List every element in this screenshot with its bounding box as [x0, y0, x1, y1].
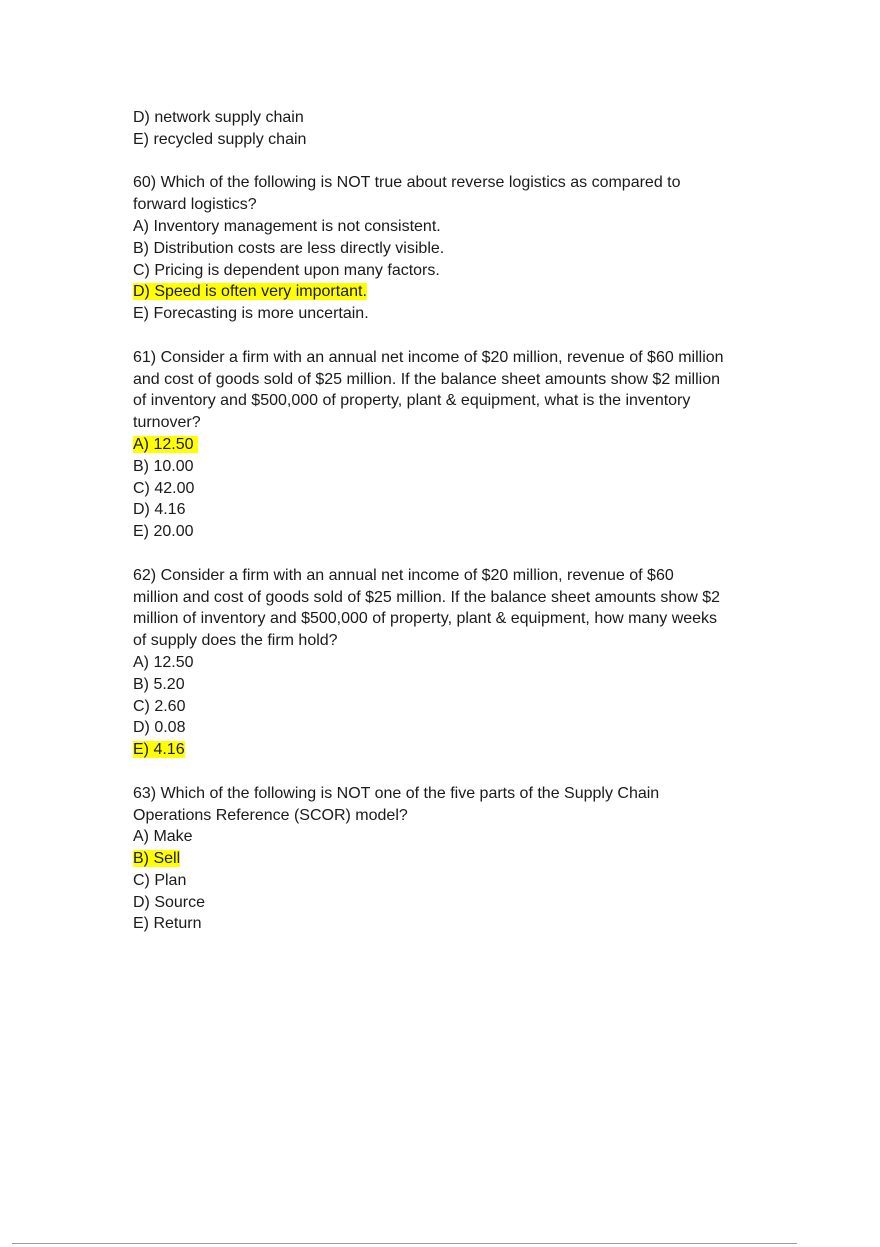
question-text: forward logistics?: [133, 196, 257, 214]
option-e: E) 20.00: [133, 523, 194, 541]
option-a: A) Make: [133, 828, 193, 846]
option-b-answer: [133, 848, 753, 870]
option-b: B) 5.20: [133, 675, 185, 693]
option-e: E) Forecasting is more uncertain.: [133, 305, 369, 323]
question-text: of inventory and $500,000 of property, plant & equipment, what is the inventory: [133, 392, 691, 410]
option-d: D) Source: [133, 893, 206, 911]
answer-highlight: B) Sell: [133, 850, 181, 868]
answer-highlight: D) Speed is often very important.: [133, 283, 367, 301]
question-text: 63) Which of the following is NOT one of the five parts of the Supply Chain: [133, 784, 660, 802]
question-63: [133, 783, 753, 936]
question-text: and cost of goods sold of $25 million. If the balance sheet amounts show $2 million: [133, 370, 721, 388]
option-a: A) Inventory management is not consistent.: [133, 217, 441, 235]
question-61: [133, 347, 753, 543]
option-d-answer: [133, 281, 753, 303]
question-text: of supply does the firm hold?: [133, 632, 338, 650]
option-e-answer: [133, 739, 753, 761]
option-d: D) 0.08: [133, 719, 186, 737]
option-e: E) Return: [133, 915, 202, 933]
question-text: 61) Consider a firm with an annual net income of $20 million, revenue of $60 million: [133, 348, 724, 366]
option-d: D) network supply chain: [133, 109, 304, 126]
question-text: turnover?: [133, 414, 201, 432]
option-c: C) 42.00: [133, 479, 195, 497]
option-b: B) 10.00: [133, 457, 194, 475]
question-text: million and cost of goods sold of $25 million. If the balance sheet amounts show $2: [133, 588, 721, 606]
option-c: C) Pricing is dependent upon many factors.: [133, 261, 440, 279]
option-a-answer: [133, 434, 753, 456]
page-bottom-divider: [12, 1243, 797, 1244]
question-text: 60) Which of the following is NOT true about reverse logistics as compared to: [133, 174, 681, 192]
option-d: D) 4.16: [133, 501, 186, 519]
answer-highlight: E) 4.16: [133, 741, 185, 759]
option-b: B) Distribution costs are less directly visible.: [133, 239, 445, 257]
question-text: 62) Consider a firm with an annual net income of $20 million, revenue of $60: [133, 566, 674, 584]
option-c: C) Plan: [133, 871, 187, 889]
question-text: Operations Reference (SCOR) model?: [133, 806, 408, 824]
option-a: A) 12.50: [133, 653, 194, 671]
question-62: [133, 565, 753, 761]
question-59-fragment: [133, 107, 753, 151]
question-60: [133, 172, 753, 325]
answer-highlight: A) 12.50: [133, 435, 194, 453]
option-e: E) recycled supply chain: [133, 130, 307, 148]
document-page: [133, 107, 753, 957]
question-text: million of inventory and $500,000 of property, plant & equipment, how many weeks: [133, 610, 718, 628]
option-c: C) 2.60: [133, 697, 186, 715]
